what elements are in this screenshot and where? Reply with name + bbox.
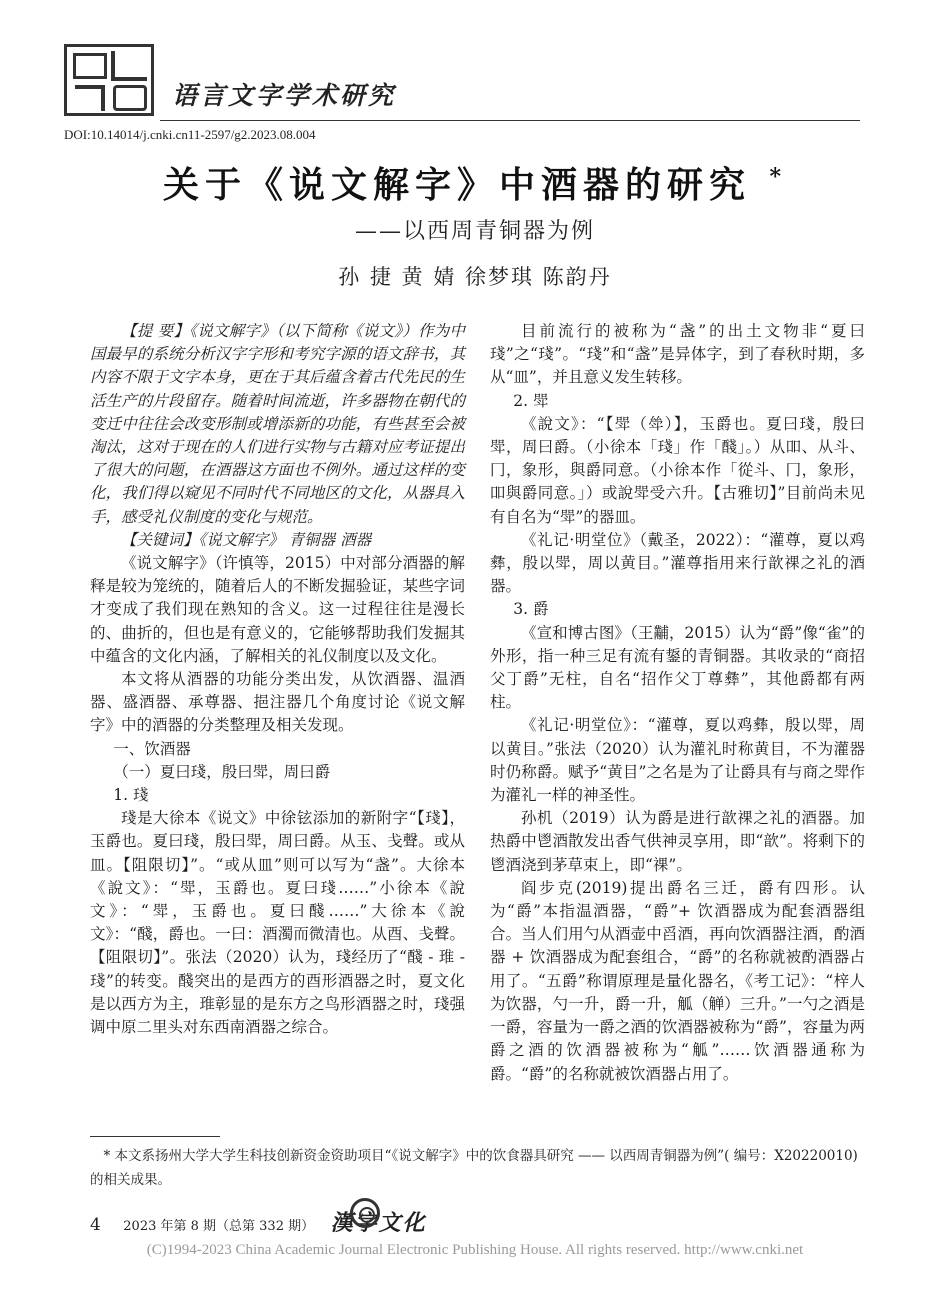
article-title: 关于《说文解字》中酒器的研究 * bbox=[162, 164, 788, 206]
doi: DOI:10.14014/j.cnki.cn11-2597/g2.2023.08.004 bbox=[64, 127, 316, 142]
paragraph: 目前流行的被称为“盏”的出土文物非“夏曰琖”之“琖”。“琖”和“盏”是异体字，到了春秋时期，多从“皿”，并且意义发生转移。 bbox=[490, 322, 865, 387]
abstract: 【提 要】《说文解字》（以下简称《说文》）作为中国最早的系统分析汉字字形和考究字源的语文辞书，其内容不限于文字本身，更在于其后蕴含着古代先民的生活生产的片段留存。随着时间流逝，许多器物在朝代的变迁中往往会改变形制或增添新的功能，有些甚至会被淘汰，这对于现在的人们进行实物与古籍对应考证提出了很大的问题，在酒器这方面也不例外。通过这样的变化，我们得以窥见不同时代不同地区的文化，从器具入手，感受礼仪制度的变化与规范。 bbox=[90, 322, 465, 526]
section-heading: 一、饮酒器 bbox=[113, 739, 191, 758]
journal-name: 漢字文化 bbox=[330, 1210, 427, 1236]
logo-glyph bbox=[113, 85, 147, 111]
paragraph: 阎步克(2019)提出爵名三迁，爵有四形。认为“爵”本指温酒器，“爵”+ 饮酒器成为配套酒器组合。当人们用勺从酒壶中舀酒，再向饮酒器注酒，酌酒器 + 饮酒器成为配套组合，“爵”的名称就被酌酒器占用了。“五爵”称谓原理是量化器名，《考工记》：“梓人为饮器，勺一升，爵一升，觚（觯）三升。”一勺之酒是一爵，容量为一爵之酒的饮酒器被称为“爵”，容量为两爵之酒的饮酒器被称为“觚”……饮酒器通称为爵。“爵”的名称就被饮酒器占用了。 bbox=[490, 878, 865, 1083]
paragraph: 孙机（2019）认为爵是进行歆祼之礼的酒器。加热爵中鬯酒散发出香气供神灵享用，即“歆”。将剩下的鬯酒浇到茅草束上，即“祼”。 bbox=[490, 809, 865, 874]
journal-seal-icon bbox=[350, 1198, 380, 1228]
issue-info: 2023 年第 8 期（总第 332 期） bbox=[123, 1219, 315, 1234]
footnote: * 本文系扬州大学大学生科技创新资金资助项目“《说文解字》中的饮食器具研究 —— 以西周青铜器为例”( 编号：X20220010) 的相关成果。 bbox=[90, 1148, 858, 1188]
authors: 孙 捷 黄 婧 徐梦琪 陈韵丹 bbox=[338, 265, 612, 289]
paragraph: 《宣和博古图》（王黼，2015）认为“爵”像“雀”的外形，指一种三足有流有鋬的青铜器。其收录的“商招父丁爵”无柱，自名“招作父丁尊彝”，其他爵都有两柱。 bbox=[490, 623, 865, 712]
subsection-heading: （一）夏曰琖，殷曰斝，周曰爵 bbox=[113, 762, 331, 781]
paragraph: 《礼记·明堂位》：“灌尊，夏以鸡彝，殷以斝，周以黄目。”张法（2020）认为灌礼时称黄目，不为灌器时仍称爵。赋予“黄目”之名是为了让爵具有与商之斝作为灌礼一样的神圣性。 bbox=[490, 716, 865, 805]
item-heading: 3. 爵 bbox=[513, 600, 549, 619]
paragraph: 琖是大徐本《说文》中徐铉添加的新附字“【琖】，玉爵也。夏曰琖，殷曰斝，周曰爵。从玉、戋聲。或从皿。【阻限切】”。“或从皿”则可以写为“盏”。大徐本《說文》：“斝，玉爵也。夏曰琖……”小徐本《說文》：“斝，玉爵也。夏曰醆……”大徐本《說文》：“醆，爵也。一曰：酒濁而微清也。从酉、戋聲。【阻限切】”。张法（2020）认为，琖经历了“醆 - 琟 - 琖”的转变。醆突出的是西方的酉形酒器之时，夏文化是以西方为主，琟彰显的是东方之鸟形酒器之时，琖强调中原二里头对东西南酒器之综合。 bbox=[90, 809, 465, 1037]
header-rule bbox=[160, 120, 860, 121]
footnote-rule bbox=[90, 1136, 220, 1137]
page-number: 4 bbox=[90, 1215, 101, 1235]
journal-logo bbox=[64, 44, 154, 116]
right-column bbox=[490, 320, 865, 1086]
item-heading: 2. 斝 bbox=[513, 391, 549, 410]
paragraph: 《说文解字》（许慎等，2015）中对部分酒器的解释是较为笼统的，随着后人的不断发掘验证，某些字词才变成了我们现在熟知的含义。这一过程往往是漫长的、曲折的，但也是有意义的，它能够帮助我们发掘其中蕴含的文化内涵，了解相关的礼仪制度以及文化。 bbox=[90, 554, 465, 665]
paragraph: 《說文》：“【斝（斚）】，玉爵也。夏曰琖，殷曰斝，周曰爵。（小徐本「琖」作「醆」。）从吅、从斗、冂，象形，與爵同意。（小徐本作「從斗、冂，象形，吅與爵同意。」）或說斝受六升。【古雅切】”目前尚未见有自名为“斝”的器皿。 bbox=[490, 414, 865, 526]
copyright-line: (C)1994-2023 China Academic Journal Electronic Publishing House. All rights reserved. http://www.cnki.net bbox=[146, 1242, 804, 1258]
logo-glyph bbox=[111, 51, 147, 81]
logo-glyph bbox=[75, 85, 105, 111]
paragraph: 本文将从酒器的功能分类出发，从饮酒器、温酒器、盛酒器、承尊器、挹注器几个角度讨论《说文解字》中的酒器的分类整理及相关发现。 bbox=[90, 670, 465, 735]
logo-glyph bbox=[73, 53, 107, 79]
title-footnote-mark: * bbox=[769, 164, 788, 190]
item-heading: 1. 琖 bbox=[113, 786, 149, 805]
keywords: 【关键词】《说文解字》 青铜器 酒器 bbox=[121, 530, 372, 549]
paragraph: 《礼记·明堂位》（戴圣，2022）：“灌尊，夏以鸡彝，殷以斝，周以黄目。”灌尊指用来行歆祼之礼的酒器。 bbox=[490, 530, 865, 596]
section-title: 语言文字学术研究 bbox=[172, 81, 397, 110]
article-subtitle: ——以西周青铜器为例 bbox=[354, 219, 595, 244]
left-column bbox=[90, 320, 465, 1039]
